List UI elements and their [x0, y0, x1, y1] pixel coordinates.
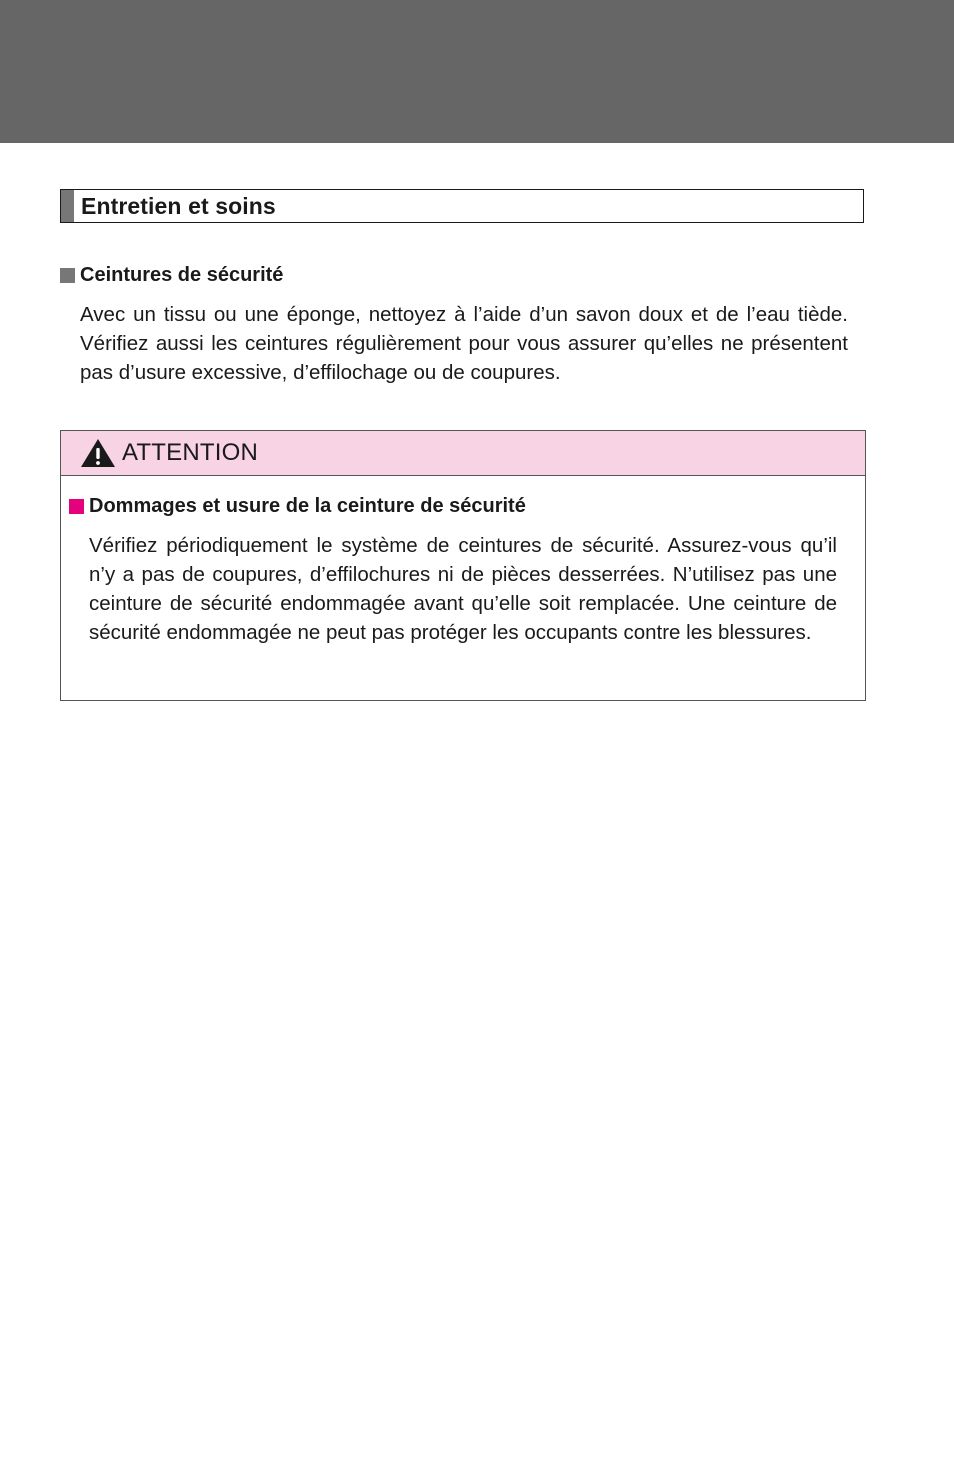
subsection-paragraph: Avec un tissu ou une éponge, nettoyez à l’aide d’un savon doux et de l’eau tiède. Vérifiez aussi les ceintures régulièrement pour vous assurer qu’elles ne présentent pas d’usure excessive, d’effilochage ou de coupures.	[80, 303, 848, 384]
warning-subheading	[69, 495, 526, 518]
top-header-band	[0, 0, 954, 143]
warning-header	[61, 431, 865, 476]
section-title: Entretien et soins	[81, 192, 276, 219]
warning-triangle-icon	[80, 438, 116, 468]
subsection-title: Ceintures de sécurité	[80, 264, 284, 286]
warning-label: ATTENTION	[122, 439, 259, 466]
section-header	[60, 189, 864, 223]
square-bullet-icon	[60, 268, 75, 283]
square-bullet-icon	[69, 499, 84, 514]
warning-subheading-text: Dommages et usure de la ceinture de sécurité	[89, 495, 526, 517]
section-header-tab	[61, 190, 74, 222]
subsection-heading	[60, 264, 283, 287]
warning-paragraph: Vérifiez périodiquement le système de ceintures de sécurité. Assurez-vous qu’il n’y a pas de coupures, d’effilochures ni de pièces desserrées. N’utilisez pas une ceinture de sécurité endommagée avant qu’elle soit remplacée. Une ceinture de sécurité endommagée ne peut pas protéger les occupants contre les blessures.	[89, 534, 837, 644]
warning-box	[60, 430, 866, 701]
